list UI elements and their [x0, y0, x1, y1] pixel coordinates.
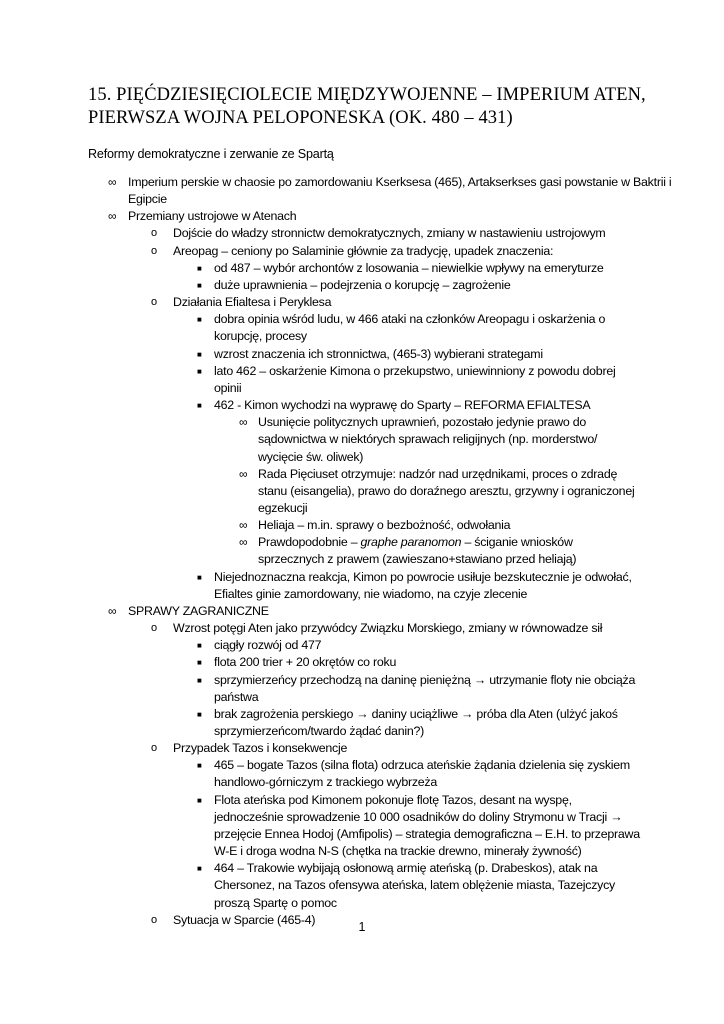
circle-bullet-icon: o [151, 244, 157, 257]
infinity-bullet-icon: ∞ [108, 175, 117, 189]
list-item: ∞ Heliaja – m.in. sprawy o bezbożność, odwołania [0, 517, 724, 534]
list-item: ■ lato 462 – oskarżenie Kimona o przekupstwo, uniewinniony z powodu dobrej opinii [197, 363, 616, 395]
list-item: o Dojście do władzy stronnictw demokratycznych, zmiany w nastawieniu ustrojowym [0, 225, 724, 242]
list-item: ■ Flota ateńska pod Kimonem pokonuje flotę Tazos, desant na wyspę, jednocześnie sprowadzenie 10 000 osadników do doliny Strymonu w Tracji → przejęcie Ennea Hodoj (Amfipolis) – strategia demograficzna – E.H. to przeprawa W-E i droga wodna N-S (chętka na trackie drewno, minerały żywność) [197, 792, 640, 859]
list-item: ■ dobra opinia wśród ludu, w 466 ataki na członków Areopagu i oskarżenia o korupcję, procesy [197, 312, 606, 344]
list-item: o Areopag – ceniony po Salaminie głównie za tradycję, upadek znaczenia: [0, 243, 724, 260]
page-number: 1 [358, 920, 366, 934]
page-title [88, 84, 688, 130]
list-item: o Wzrost potęgi Aten jako przywódcy Związku Morskiego, zmiany w równowadze sił [0, 620, 724, 637]
infinity-bullet-icon: ∞ [239, 518, 248, 533]
section-subtitle: Reformy demokratyczne i zerwanie ze Spartą [88, 147, 334, 161]
list-item: ■ wzrost znaczenia ich stronnictwa, (465-3) wybierani strategami [0, 346, 724, 363]
infinity-bullet-icon: ∞ [239, 415, 248, 430]
list-item: ■ duże uprawnienia – podejrzenia o korupcję – zagrożenie [0, 277, 724, 294]
list-item: ■ flota 200 trier + 20 okrętów co roku [0, 654, 724, 671]
square-bullet-icon: ■ [197, 280, 202, 290]
term-graphe-paranomon: graphe paranomon [360, 535, 462, 550]
square-bullet-icon: ■ [197, 315, 202, 325]
list-item: o Działania Efialtesa i Peryklesa [0, 294, 724, 311]
list-item: ∞ Rada Pięciuset otrzymuje: nadzór nad urzędnikami, proces o zdradę stanu (eisangelia), prawo do doraźnego aresztu, grzywny i ograniczonej egzekucji [239, 466, 635, 515]
title-line-1: 15. PIĘĆDZIESIĘCIOLECIE MIĘDZYWOJENNE – IMPERIUM ATEN, [88, 85, 646, 105]
list-item: ■ 464 – Trakowie wybijają osłonową armię ateńską (p. Drabeskos), atak na Chersonez, na Tazos ofensywa ateńska, latem oblężenie miasta, Tazejczycy proszą Spartę o pomoc [197, 861, 615, 910]
square-bullet-icon: ■ [197, 675, 202, 685]
square-bullet-icon: ■ [197, 864, 202, 874]
circle-bullet-icon: o [151, 227, 157, 240]
infinity-bullet-icon: ∞ [108, 209, 117, 224]
list-item: ■ Niejednoznaczna reakcja, Kimon po powrocie usiłuje bezskutecznie je odwołać, Efialtes ginie zamordowany, nie wiadomo, na czyje zlecenie [197, 569, 632, 601]
square-bullet-icon: ■ [197, 641, 202, 651]
infinity-bullet-icon: ∞ [239, 535, 248, 550]
square-bullet-icon: ■ [197, 795, 202, 805]
square-bullet-icon: ■ [197, 761, 202, 771]
list-item: ■ 462 - Kimon wychodzi na wyprawę do Sparty – REFORMA EFIALTESA [0, 397, 724, 414]
square-bullet-icon: ■ [197, 572, 202, 582]
list-item: ■ 465 – bogate Tazos (silna flota) odrzuca ateńskie żądania dzielenia się zyskiem handlowo-górniczym z trackiego wybrzeża [197, 758, 631, 790]
list-item: ■ ciągły rozwój od 477 [0, 637, 724, 654]
circle-bullet-icon: o [151, 742, 157, 755]
infinity-bullet-icon: ∞ [239, 466, 248, 481]
square-bullet-icon: ■ [197, 401, 202, 411]
circle-bullet-icon: o [151, 296, 157, 309]
title-line-2: PIERWSZA WOJNA PELOPONESKA (OK. 480 – 431) [88, 108, 513, 128]
square-bullet-icon: ■ [197, 658, 202, 668]
circle-bullet-icon: o [151, 622, 157, 635]
square-bullet-icon: ■ [197, 709, 202, 719]
outline-list [0, 174, 724, 929]
square-bullet-icon: ■ [197, 263, 202, 273]
list-item: ■ od 487 – wybór archontów z losowania – niewielkie wpływy na emeryturze [0, 260, 724, 277]
infinity-bullet-icon: ∞ [108, 603, 117, 618]
square-bullet-icon: ■ [197, 349, 202, 359]
list-item: ∞ Prawdopodobnie – graphe paranomon – ściganie wniosków sprzecznych z prawem (zawieszano+stawiano przed heliają) [239, 535, 577, 567]
list-item: ∞ Imperium perskie w chaosie po zamordowaniu Kserksesa (465), Artakserkses gasi powstanie w Baktrii i Egipcie [108, 175, 672, 207]
list-item: ∞ Usunięcie politycznych uprawnień, pozostało jedynie prawo do sądownictwa w niektórych sprawach religijnych (np. morderstwo/ wycięcie św. oliwek) [239, 415, 598, 464]
circle-bullet-icon: o [151, 913, 157, 926]
list-item: ∞ Przemiany ustrojowe w Atenach [0, 208, 724, 225]
list-item: ∞ SPRAWY ZAGRANICZNE [0, 603, 724, 620]
list-item: ■ brak zagrożenia perskiego → daniny uciążliwe → próba dla Aten (ulżyć jakoś sprzymierzeńcom/twardo żądać danin?) [197, 706, 618, 738]
list-item: o Sytuacja w Sparcie (465-4) [0, 912, 724, 929]
square-bullet-icon: ■ [197, 366, 202, 376]
list-item: ■ sprzymierzeńcy przechodzą na daninę pieniężną → utrzymanie floty nie obciąża państwa [197, 672, 636, 704]
list-item: o Przypadek Tazos i konsekwencje [0, 740, 724, 757]
